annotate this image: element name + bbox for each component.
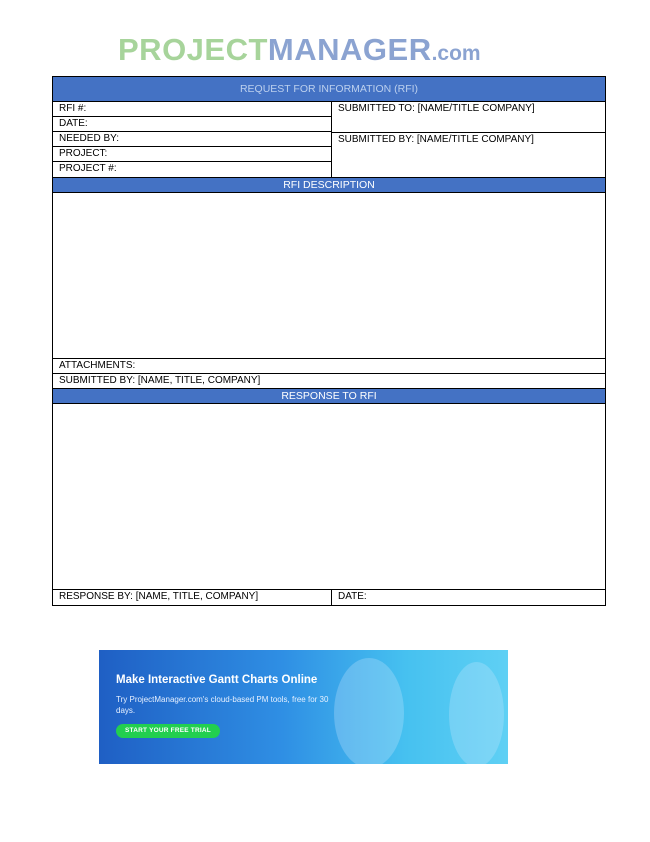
response-by-field[interactable]: RESPONSE BY: [NAME, TITLE, COMPANY] [53,590,332,605]
rfi-number-field[interactable]: RFI #: [53,102,331,117]
rfi-form [52,76,606,606]
start-free-trial-button[interactable]: START YOUR FREE TRIAL [116,724,220,738]
submitted-by-bottom-field[interactable]: SUBMITTED BY: [NAME, TITLE, COMPANY] [59,375,261,386]
attachments-field[interactable]: ATTACHMENTS: [59,360,136,371]
logo-project-text: PROJECT [118,32,268,67]
info-section [53,102,605,178]
projectmanager-logo [118,34,481,65]
response-date-field[interactable]: DATE: [338,591,367,602]
submitted-by-top-field[interactable]: SUBMITTED BY: [NAME/TITLE COMPANY] [338,134,534,145]
submitted-by-row [53,374,605,389]
rfi-description-header: RFI DESCRIPTION [53,178,605,193]
project-number-field[interactable]: PROJECT #: [59,163,117,174]
response-header: RESPONSE TO RFI [53,389,605,404]
response-area[interactable] [53,404,605,590]
submitted-to-field[interactable]: SUBMITTED TO: [NAME/TITLE COMPANY] [332,102,605,133]
attachments-row [53,359,605,374]
info-right-column [332,102,605,177]
banner-title: Make Interactive Gantt Charts Online [116,674,318,686]
project-field[interactable]: PROJECT: [53,147,331,162]
info-left-column [53,102,332,177]
gantt-promo-banner[interactable] [99,650,508,764]
rfi-description-area[interactable] [53,193,605,359]
person-illustration [449,662,504,764]
response-footer-row [53,590,605,605]
logo-com-text: .com [431,42,481,65]
date-field[interactable]: DATE: [53,117,331,132]
person-illustration [334,658,404,764]
banner-subtitle: Try ProjectManager.com's cloud-based PM tools, free for 30 days. [116,695,329,715]
logo-manager-text: MANAGER [267,32,432,67]
form-title: REQUEST FOR INFORMATION (RFI) [53,77,605,102]
needed-by-field[interactable]: NEEDED BY: [53,132,331,147]
